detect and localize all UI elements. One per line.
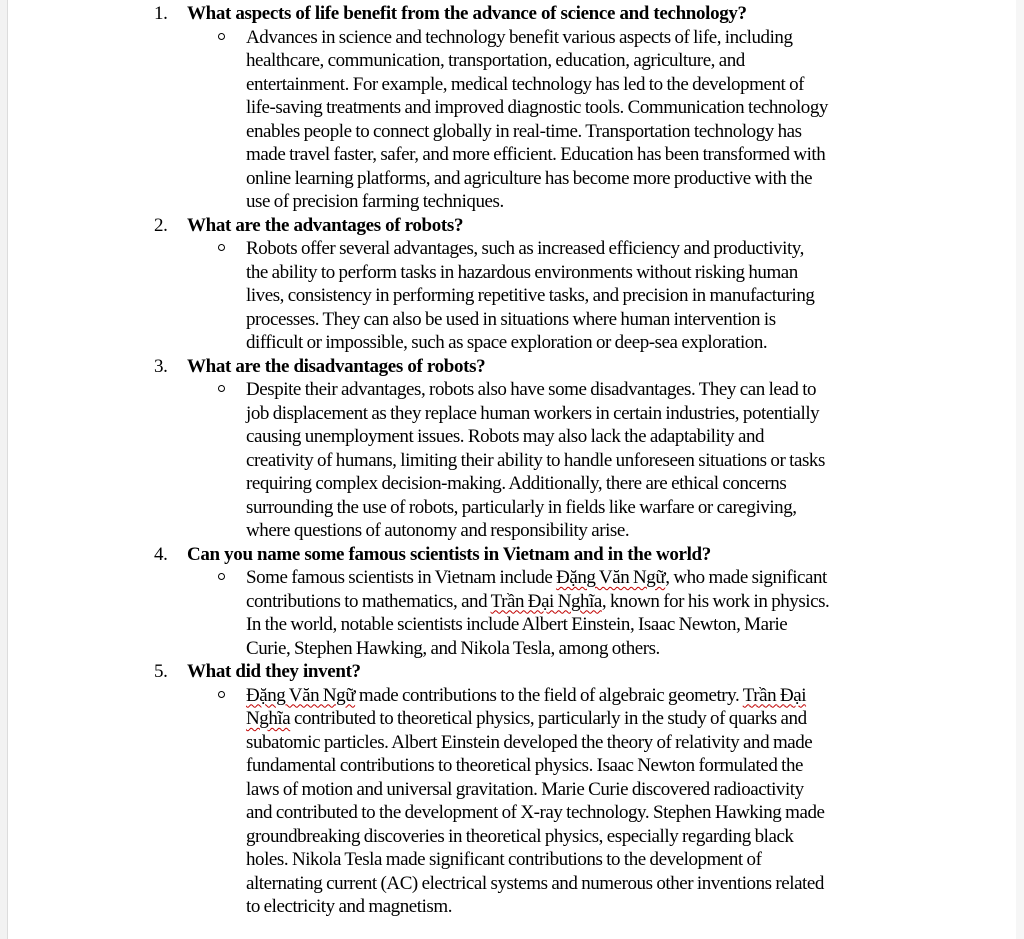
question-text: What did they invent? bbox=[187, 661, 361, 682]
answer-line: Some famous scientists in Vietnam include Đặng Văn Ngữ, who made significant bbox=[246, 567, 827, 588]
answer-paragraph bbox=[246, 684, 916, 919]
answer-line: healthcare, communication, transportation, education, agriculture, and bbox=[246, 50, 745, 71]
bullet-circle-icon bbox=[218, 573, 225, 580]
qa-item bbox=[150, 214, 930, 355]
answer-line: Robots offer several advantages, such as increased efficiency and productivity, bbox=[246, 238, 804, 259]
answer-line: lives, consistency in performing repetitive tasks, and precision in manufacturing bbox=[246, 285, 815, 306]
answer-line: groundbreaking discoveries in theoretical physics, especially regarding black bbox=[246, 825, 794, 847]
answer-line: laws of motion and universal gravitation. Marie Curie discovered radioactivity bbox=[246, 778, 804, 800]
answer-line: entertainment. For example, medical technology has led to the development of bbox=[246, 73, 805, 95]
answer-line: In the world, notable scientists include Albert Einstein, Isaac Newton, Marie bbox=[246, 614, 788, 635]
question-heading bbox=[150, 2, 930, 26]
answer-line: Đặng Văn Ngữ made contributions to the field of algebraic geometry. Trần Đại bbox=[246, 684, 807, 706]
answer-paragraph bbox=[246, 566, 916, 660]
window-left-edge bbox=[0, 0, 8, 939]
answer-line: use of precision farming techniques. bbox=[246, 191, 504, 212]
answer-line: life-saving treatments and improved diagnostic tools. Communication technology bbox=[246, 97, 828, 118]
question-number: 2. bbox=[154, 214, 168, 236]
qa-item bbox=[150, 660, 930, 919]
answer-line: causing unemployment issues. Robots may also lack the adaptability and bbox=[246, 426, 765, 447]
qa-item bbox=[150, 355, 930, 543]
qa-item bbox=[150, 543, 930, 661]
question-number: 1. bbox=[154, 3, 168, 24]
spellcheck-flagged-word: Nghĩa bbox=[246, 708, 291, 729]
answer-line: the ability to perform tasks in hazardous environments without risking human bbox=[246, 261, 798, 283]
answer-line: processes. They can also be used in situations where human intervention is bbox=[246, 308, 776, 330]
question-heading bbox=[150, 543, 930, 567]
bullet-circle-icon bbox=[218, 244, 225, 251]
bullet-circle-icon bbox=[218, 385, 225, 392]
spellcheck-flagged-word: Đặng Văn Ngữ bbox=[556, 567, 666, 588]
answer-line: Nghĩa contributed to theoretical physics, particularly in the study of quarks and bbox=[246, 708, 807, 729]
answer-line: fundamental contributions to theoretical physics. Isaac Newton formulated the bbox=[246, 755, 804, 776]
answer-line: contributions to mathematics, and Trần Đại Nghĩa, known for his work in physics. bbox=[246, 590, 830, 612]
answer-line: subatomic particles. Albert Einstein developed the theory of relativity and made bbox=[246, 731, 813, 753]
question-text: What aspects of life benefit from the advance of science and technology? bbox=[187, 3, 747, 24]
question-number: 3. bbox=[154, 355, 168, 377]
answer-paragraph bbox=[246, 237, 916, 355]
window-right-edge bbox=[1016, 0, 1024, 939]
answer-line: Advances in science and technology benefit various aspects of life, including bbox=[246, 26, 793, 48]
spellcheck-flagged-word: Trần Đại Nghĩa bbox=[490, 590, 602, 612]
answer-paragraph bbox=[246, 378, 916, 543]
answer-line: difficult or impossible, such as space exploration or deep-sea exploration. bbox=[246, 332, 768, 353]
answer-line: where questions of autonomy and responsibility arise. bbox=[246, 520, 630, 541]
answer-line: to electricity and magnetism. bbox=[246, 896, 452, 917]
bullet-circle-icon bbox=[218, 691, 225, 698]
question-text: What are the advantages of robots? bbox=[187, 214, 464, 236]
answer-line: Despite their advantages, robots also have some disadvantages. They can lead to bbox=[246, 379, 817, 400]
answer-line: enables people to connect globally in real-time. Transportation technology has bbox=[246, 120, 802, 142]
answer-line: surrounding the use of robots, particularly in fields like warfare or caregiving, bbox=[246, 496, 797, 518]
answer-line: requiring complex decision-making. Additionally, there are ethical concerns bbox=[246, 473, 787, 494]
answer-line: job displacement as they replace human workers in certain industries, potentially bbox=[246, 402, 820, 424]
question-heading bbox=[150, 355, 930, 379]
question-heading bbox=[150, 660, 930, 684]
answer-line: and contributed to the development of X-ray technology. Stephen Hawking made bbox=[246, 802, 825, 823]
answer-paragraph bbox=[246, 26, 916, 214]
answer-line: made travel faster, safer, and more efficient. Education has been transformed with bbox=[246, 144, 826, 165]
question-number: 4. bbox=[154, 543, 168, 565]
question-heading bbox=[150, 214, 930, 238]
question-text: Can you name some famous scientists in Vietnam and in the world? bbox=[187, 543, 711, 565]
document-page bbox=[150, 2, 930, 919]
answer-line: creativity of humans, limiting their ability to handle unforeseen situations or tasks bbox=[246, 449, 825, 471]
answer-line: online learning platforms, and agriculture has become more productive with the bbox=[246, 167, 813, 189]
answer-line: holes. Nikola Tesla made significant contributions to the development of bbox=[246, 849, 762, 870]
answer-line: Curie, Stephen Hawking, and Nikola Tesla, among others. bbox=[246, 637, 660, 659]
answer-line: alternating current (AC) electrical systems and numerous other inventions related bbox=[246, 872, 824, 894]
question-number: 5. bbox=[154, 661, 168, 682]
spellcheck-flagged-word: Trần Đại bbox=[742, 684, 807, 706]
spellcheck-flagged-word: Đặng Văn Ngữ bbox=[246, 684, 356, 706]
question-text: What are the disadvantages of robots? bbox=[187, 355, 486, 377]
bullet-circle-icon bbox=[218, 33, 225, 40]
qa-item bbox=[150, 2, 930, 214]
